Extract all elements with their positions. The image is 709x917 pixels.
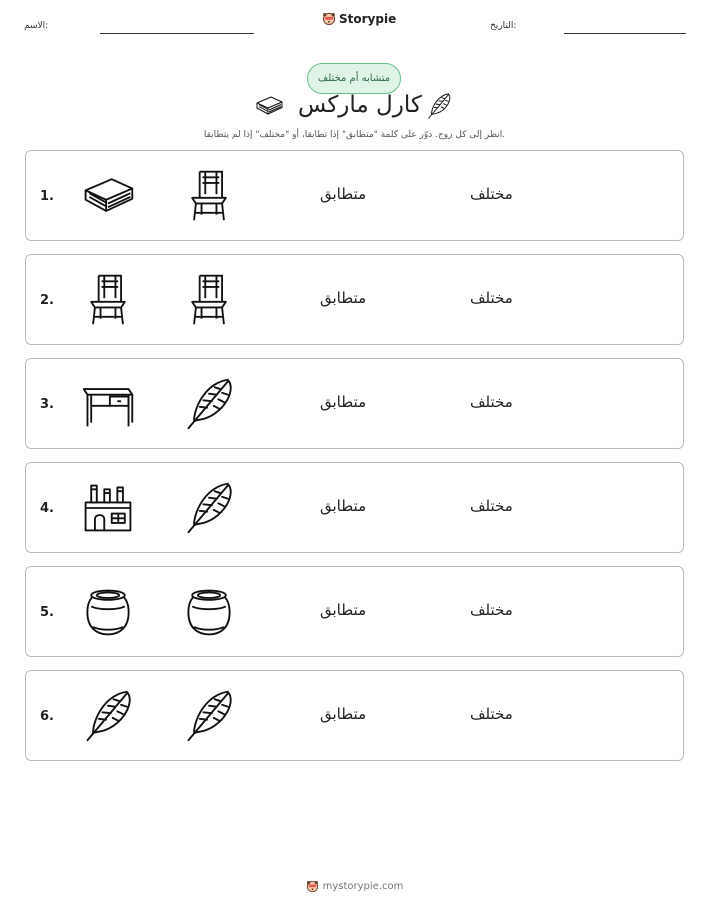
different-option[interactable]: مختلف (470, 393, 513, 411)
different-option[interactable]: مختلف (470, 705, 513, 723)
worksheet-type-badge (307, 63, 401, 94)
feather-icon (181, 688, 237, 744)
name-field-line[interactable] (100, 33, 254, 34)
name-label: الاسم: (24, 21, 49, 31)
question-number: 5. (40, 605, 54, 620)
chair-icon (181, 272, 237, 328)
feather-icon (181, 480, 237, 536)
different-option[interactable]: مختلف (470, 601, 513, 619)
date-field-line[interactable] (564, 33, 686, 34)
chair-icon (181, 168, 237, 224)
question-row (25, 670, 684, 761)
storypie-logo (322, 12, 396, 26)
feather-icon (181, 376, 237, 432)
different-option[interactable]: مختلف (470, 497, 513, 515)
match-option[interactable]: متطابق (320, 289, 367, 307)
mascot-icon (306, 880, 319, 893)
question-row (25, 462, 684, 553)
feather-icon (80, 688, 136, 744)
book-icon (254, 94, 284, 118)
book-icon (80, 168, 136, 224)
instructions: انظر إلى كل زوج. دوّر على كلمة "متطابق" إذا تطابقا، أو "مختلف" إذا لم يتطابقا. (203, 130, 506, 140)
factory-icon (80, 480, 136, 536)
brand-name: Storypie (339, 12, 397, 26)
question-row (25, 150, 684, 241)
footer (0, 880, 709, 893)
match-option[interactable]: متطابق (320, 393, 367, 411)
chair-icon (80, 272, 136, 328)
match-option[interactable]: متطابق (320, 185, 367, 203)
match-option[interactable]: متطابق (320, 497, 367, 515)
question-number: 4. (40, 501, 54, 516)
different-option[interactable]: مختلف (470, 289, 513, 307)
desk-icon (80, 376, 136, 432)
pot-icon (80, 584, 136, 640)
question-number: 1. (40, 189, 54, 204)
question-row (25, 358, 684, 449)
question-number: 3. (40, 397, 54, 412)
pot-icon (181, 584, 237, 640)
badge-text: متشابه أم مختلف (317, 73, 391, 84)
match-option[interactable]: متطابق (320, 601, 367, 619)
title-row (0, 92, 709, 126)
question-number: 2. (40, 293, 54, 308)
feather-icon (425, 92, 453, 120)
question-number: 6. (40, 709, 54, 724)
date-label: التاريخ: (490, 21, 517, 31)
footer-url[interactable]: mystorypie.com (322, 881, 404, 892)
question-row (25, 254, 684, 345)
different-option[interactable]: مختلف (470, 185, 513, 203)
mascot-icon (322, 12, 336, 26)
page-title: كارل ماركس (298, 92, 422, 118)
match-option[interactable]: متطابق (320, 705, 367, 723)
question-row (25, 566, 684, 657)
